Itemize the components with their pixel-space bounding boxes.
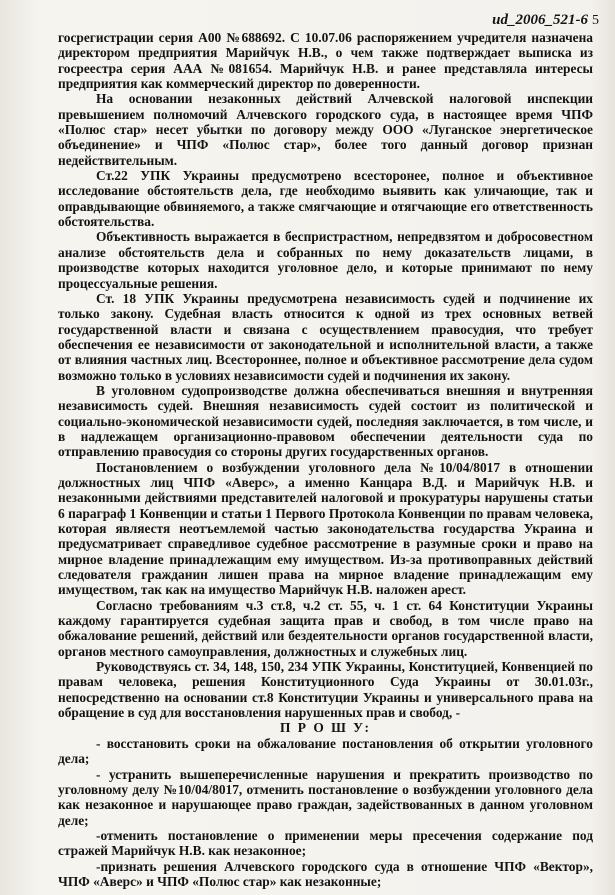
paragraph-constitution: Согласно требованиям ч.3 ст.8, ч.2 ст. 55, ч. 1 ст. 64 Конституции Украины каждому гарантируется судебная защита прав и свобод, в том числе право на обжалование решений, действий или бездеятельности органов государственной власти, органов местного самоуправления, должностных и служебных лиц. — [58, 597, 593, 659]
document-body — [58, 30, 593, 889]
paragraph-resolution: Постановлением о возбуждении уголовного дела №10/04/8017 в отношении должностных лиц ЧПФ «Аверс», а именно Канцара В.Д. и Марийчук Н.В. и незаконными действиями представителей налоговой и прокуратуры нарушены статьи 6 параграф 1 Конвенции и статьи 1 Первого Протокола Конвенции по правам человека, которая являестя неотъемлемой частью законодательства государства Украина и предусматривает справедливое судебное рассмотрение в разумные сроки и право на мирное владение принадлежащим ему имуществом. Из-за противоправных действий следователя гражданин лишен права на мирное владение принадлежащим ему имуществом, так как на имущество Марийчук Н.В. наложен арест. — [58, 459, 593, 598]
request-item-terminate-case: - устранить вышеперечисленные нарушения и прекратить производство по уголовному делу №10/04/8017, отменить постановление о возбуждении уголовного дела как незаконное и нарушающее право граждан, задействованных в данном уголовном деле; — [58, 766, 593, 828]
paragraph-independence: В уголовном судопроизводстве должна обеспечиваться внешняя и внутренняя независимость судей. Внешняя независимость судей состоит из политической и социально-экономической независимости судей, последняя заключается, в том числе, и в надлежащем организационно-правовом обеспечении деятельности суда по отправлению правосудия со стороны других государственных органов. — [58, 382, 593, 460]
page-number: 5 — [592, 13, 599, 28]
request-item-court-decisions: -признать решения Алчевского городского суда в отношение ЧПФ «Вектор», ЧПФ «Аверс» и ЧПФ «Полюс стар» как незаконные; — [58, 858, 593, 889]
paragraph-guided-by: Руководствуясь ст. 34, 148, 150, 234 УПК Украины, Конституцией, Конвенцией по правам человека, решения Конституционного Суда Украины от 30.01.03г., непосредственно на основании ст.8 Конституции Украины и универсального права на обращение в суд для восстановления нарушенных прав и свобод, - — [58, 659, 593, 721]
paragraph-registration: госрегистрации серия А00 №688692. С 10.07.06 распоряжением учредителя назначена директором предприятия Марийчук Н.В., о чем также подтверждает выписка из госреестра серия ААА №081654. Марийчук Н.В. и ранее представляла интересы предприятия как коммерческий директор по доверенности. — [58, 30, 593, 92]
request-item-restore-deadlines: - восстановить сроки на обжалование постановления об открытии уголовного дела; — [58, 735, 593, 767]
paragraph-article-22: Ст.22 УПК Украины предусмотрено всесторонее, полное и объективное исследование обстоятельств дела, где необходимо выявить как уличающие, так и оправдывающие обвиняемого, а также смягчающие и отягчающие его ответственность обстоятельства. — [58, 168, 593, 230]
paragraph-objectivity: Объективность выражается в беспристрастном, непредвзятом и добросовестном анализе обстоятельств дела и собранных по нему доказательств лицами, в производстве которых находится уголовное дело, и которые принимают по нему процессуальные решения. — [58, 229, 593, 291]
request-heading: П Р О Ш У: — [280, 720, 371, 736]
paragraph-article-18: Ст. 18 УПК Украины предусмотрена независимость судей и подчинение их только закону. Судебная власть относится к одной из трех основных ветвей государственной власти и связана с осуществлением правосудия, что требует обеспечения ее независимости от законодательной и исполнительной власти, а также от влияния частных лиц. Всестороннее, полное и объективное рассмотрение дела судом возможно только в условиях независимости судей и подчинения их закону. — [58, 290, 593, 383]
paragraph-tax-inspection: На основании незаконных действий Алчевской налоговой инспекции превышением полномочий Алчевского городского суда, в настоящее время ЧПФ «Полюс стар» несет убытки по договору между ООО «Луганское энергетическое объединение» и ЧПФ «Полюс стар», более того данный договор признан недействительным. — [58, 91, 593, 168]
page-header — [492, 12, 599, 29]
request-item-cancel-detention: -отменить постановление о применении меры пресечения содержание под стражей Марийчук Н.В. как незаконное; — [58, 827, 593, 859]
document-id: ud_2006_521-6 — [492, 12, 588, 28]
